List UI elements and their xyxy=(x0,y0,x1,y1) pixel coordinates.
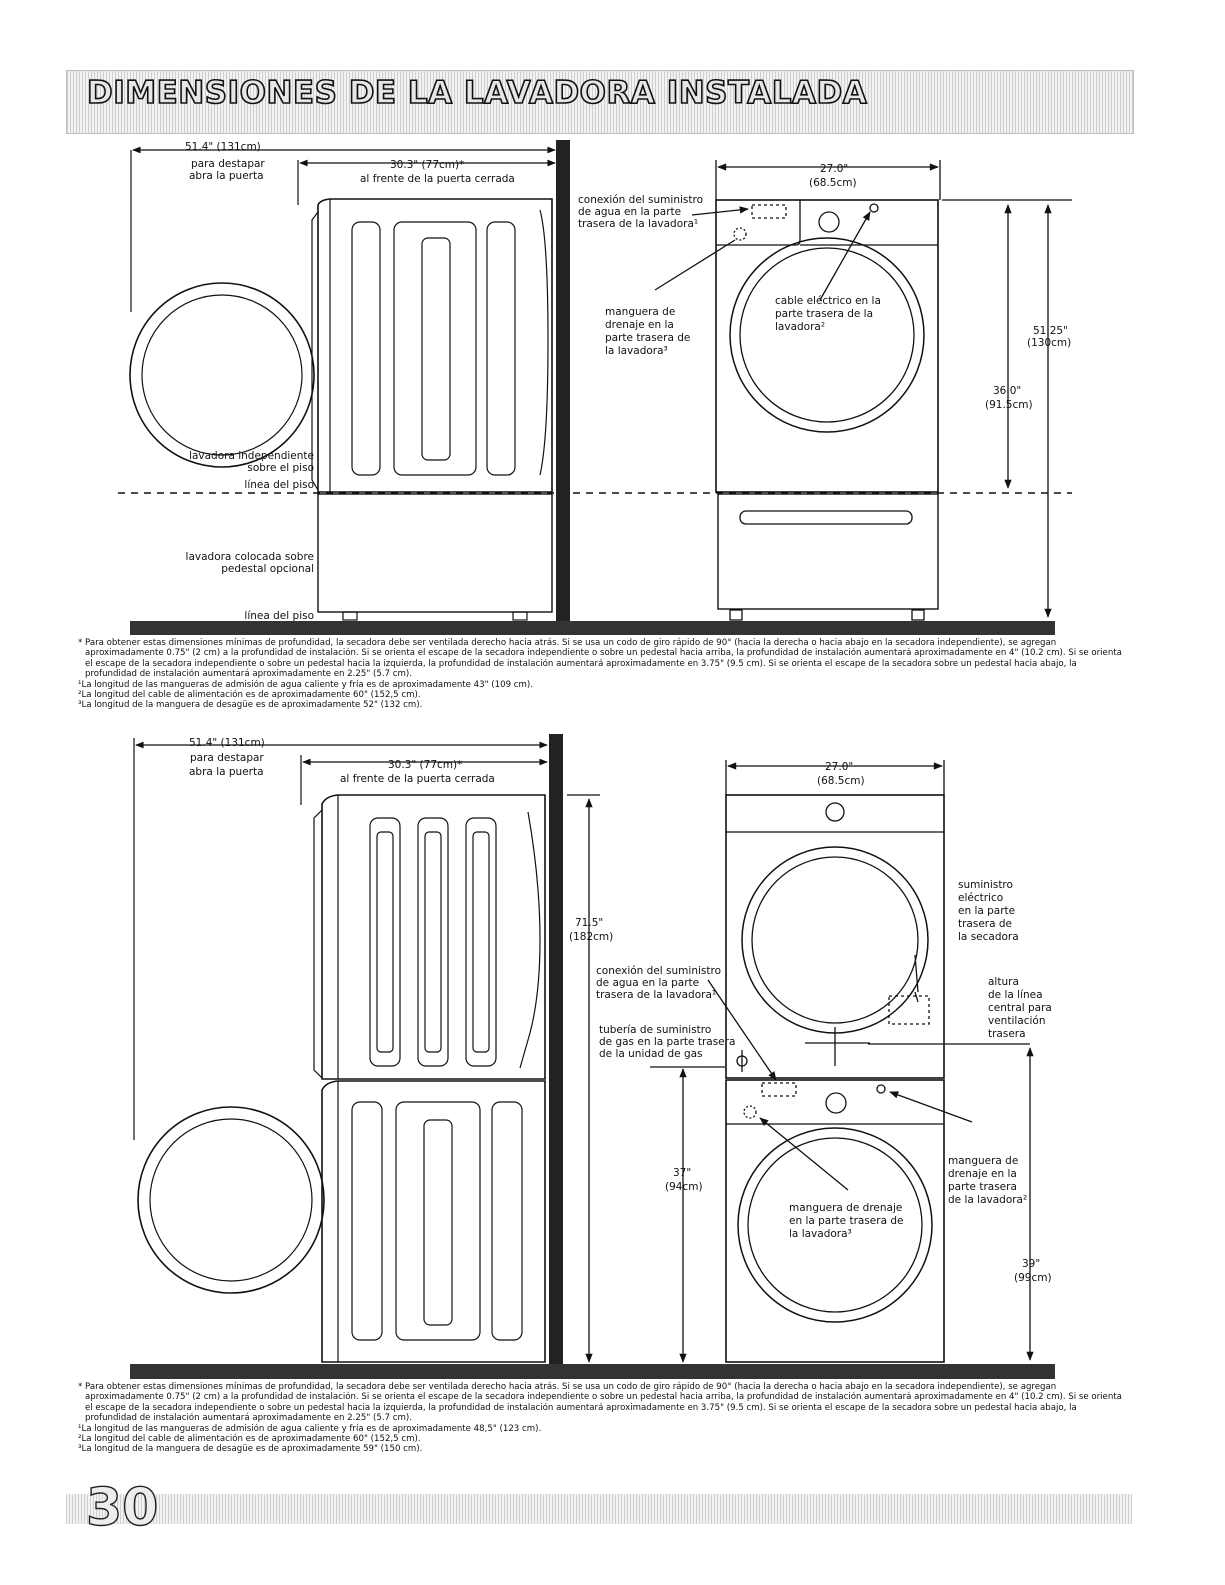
bottom-stack-height: 71.5" xyxy=(575,917,604,929)
bottom-note-2: ²La longitud del cable de alimentación es de aproximadamente 60" (152,5 cm). xyxy=(78,1434,421,1445)
bottom-vent-height-cm: (99cm) xyxy=(1014,1272,1052,1284)
bottom-drain-right-1: manguera de xyxy=(948,1155,1019,1167)
bottom-door-open-note-1: para destapar xyxy=(190,752,264,764)
bottom-vent-2: de la línea xyxy=(988,989,1043,1001)
bottom-water-supply-3: trasera de la lavadora¹ xyxy=(596,989,717,1001)
top-label-floor-line-2: línea del piso xyxy=(244,610,314,622)
bottom-vent-3: central para xyxy=(988,1002,1052,1014)
bottom-dryer-power-2: eléctrico xyxy=(958,892,1004,904)
top-height-pedestal: 51.25" xyxy=(1033,325,1068,337)
top-closed-depth-note: al frente de la puerta cerrada xyxy=(360,173,515,185)
bottom-installation-diagram xyxy=(0,730,1225,1380)
top-label-standalone-1: lavadora independiente xyxy=(189,450,314,462)
bottom-door-open-note-2: abra la puerta xyxy=(189,766,264,778)
top-note-2: ²La longitud del cable de alimentación es de aproximadamente 60" (152,5 cm). xyxy=(78,690,421,701)
bottom-vent-1: altura xyxy=(988,976,1019,988)
top-note-main: * Para obtener estas dimensiones mínimas de profundidad, la secadora debe ser ventilada derecho hacia atrás. Si se usa un codo de giro rápido de 90° (hacia la derecha o hacia abajo en la secadora independiente), se agregan aproximadamente 0.75" (2 cm) a la profundidad de instalación. Si se orienta el escape de la secadora independiente o sobre un pedestal hacia arriba, la profundidad de instalación aumentará aproximadamente en 4" (10.2 cm). Si se orienta el escape de la secadora independiente o sobre un pedestal hacia la izquierda, la profundidad de instalación aumentará aproximadamente en 3.75" (9.5 cm). Si se orienta el escape de la secadora sobre un pedestal hacia abajo, la profundidad de instalación aumentará aproximadamente en 2.25" (5.7 cm). xyxy=(78,638,1122,680)
top-cord-2: parte trasera de la xyxy=(775,308,874,320)
top-water-supply-2: de agua en la parte xyxy=(578,206,682,218)
bottom-vent-4: ventilación xyxy=(988,1015,1046,1027)
bottom-vent-5: trasera xyxy=(988,1028,1026,1040)
top-door-open-note-2: abra la puerta xyxy=(189,170,264,182)
bottom-closed-depth: 30.3" (77cm)* xyxy=(388,759,463,771)
bottom-dryer-power-5: la secadora xyxy=(958,931,1019,943)
bottom-dryer-power-4: trasera de xyxy=(958,918,1013,930)
bottom-note-main: * Para obtener estas dimensiones mínimas de profundidad, la secadora debe ser ventilada derecho hacia atrás. Si se usa un codo de giro rápido de 90° (hacia la derecha o hacia abajo en la secadora independiente), se agregan aproximadamente 0.75" (2 cm) a la profundidad de instalación. Si se orienta el escape de la secadora independiente o sobre un pedestal hacia arriba, la profundidad de instalación aumentará aproximadamente en 4" (10.2 cm). Si se orienta el escape de la secadora independiente o sobre un pedestal hacia la izquierda, la profundidad de instalación aumentará aproximadamente en 3.75" (9.5 cm). Si se orienta el escape de la secadora sobre un pedestal hacia abajo, la profundidad de instalación aumentará aproximadamente en 2.25" (5.7 cm). xyxy=(78,1382,1122,1424)
bottom-footnotes xyxy=(78,1382,1128,1455)
top-label-pedestal-1: lavadora colocada sobre xyxy=(185,551,314,563)
top-closed-depth: 30.3" (77cm)* xyxy=(390,159,465,171)
top-label-pedestal-2: pedestal opcional xyxy=(221,563,314,575)
bottom-dryer-power-3: en la parte xyxy=(958,905,1016,917)
top-installation-diagram xyxy=(0,0,1225,640)
bottom-door-open-depth: 51.4" (131cm) xyxy=(189,737,265,749)
top-note-3: ³La longitud de la manguera de desagüe es de aproximadamente 52" (132 cm). xyxy=(78,700,423,711)
top-width: 27.0" xyxy=(820,163,849,175)
bottom-gas-2: de gas en la parte trasera xyxy=(599,1036,736,1048)
bottom-vent-height: 39" xyxy=(1022,1258,1041,1270)
bottom-drain-center-3: la lavadora³ xyxy=(789,1228,852,1240)
top-water-supply-3: trasera de la lavadora¹ xyxy=(578,218,699,230)
bottom-note-3: ³La longitud de la manguera de desagüe es de aproximadamente 59" (150 cm). xyxy=(78,1444,423,1455)
bottom-gas-1: tubería de suministro xyxy=(599,1024,712,1036)
page-number-bar xyxy=(66,1494,1132,1524)
top-height-floor-cm: (91.5cm) xyxy=(985,399,1033,411)
top-label-standalone-2: sobre el piso xyxy=(247,462,314,474)
bottom-width: 27.0" xyxy=(825,761,854,773)
page-number: 30 xyxy=(86,1478,159,1538)
bottom-closed-depth-note: al frente de la puerta cerrada xyxy=(340,773,495,785)
bottom-dryer-power-1: suministro xyxy=(958,879,1013,891)
top-height-pedestal-cm: (130cm) xyxy=(1027,337,1072,349)
top-footnotes xyxy=(78,638,1128,711)
bottom-drain-right-4: de la lavadora² xyxy=(948,1194,1028,1206)
top-drain-1: manguera de xyxy=(605,306,676,318)
bottom-drain-center-1: manguera de drenaje xyxy=(789,1202,903,1214)
top-door-open-depth: 51.4" (131cm) xyxy=(185,141,261,153)
bottom-water-supply-1: conexión del suministro xyxy=(596,965,721,977)
top-note-1: ¹La longitud de las mangueras de admisión de agua caliente y fría es de aproximadamente 43" (109 cm). xyxy=(78,679,533,690)
bottom-washer-height: 37" xyxy=(673,1167,692,1179)
bottom-drain-right-3: parte trasera xyxy=(948,1181,1017,1193)
top-label-floor-line-1: línea del piso xyxy=(244,479,314,491)
top-height-floor: 36.0" xyxy=(993,385,1022,397)
bottom-note-1: ¹La longitud de las mangueras de admisión de agua caliente y fría es de aproximadamente 48,5" (123 cm). xyxy=(78,1423,542,1434)
top-width-cm: (68.5cm) xyxy=(809,177,857,189)
top-drain-4: la lavadora³ xyxy=(605,345,668,357)
page-title: DIMENSIONES DE LA LAVADORA INSTALADA xyxy=(87,75,868,111)
bottom-drain-center-2: en la parte trasera de xyxy=(789,1215,904,1227)
top-water-supply-1: conexión del suministro xyxy=(578,194,703,206)
bottom-width-cm: (68.5cm) xyxy=(817,775,865,787)
bottom-stack-height-cm: (182cm) xyxy=(569,931,614,943)
top-drain-2: drenaje en la xyxy=(605,319,674,331)
top-drain-3: parte trasera de xyxy=(605,332,691,344)
bottom-drain-right-2: drenaje en la xyxy=(948,1168,1017,1180)
bottom-water-supply-2: de agua en la parte xyxy=(596,977,700,989)
top-door-open-note-1: para destapar xyxy=(191,158,265,170)
top-cord-1: cable eléctrico en la xyxy=(775,295,881,307)
bottom-gas-3: de la unidad de gas xyxy=(599,1048,703,1060)
bottom-washer-height-cm: (94cm) xyxy=(665,1181,703,1193)
top-cord-3: lavadora² xyxy=(775,321,826,333)
